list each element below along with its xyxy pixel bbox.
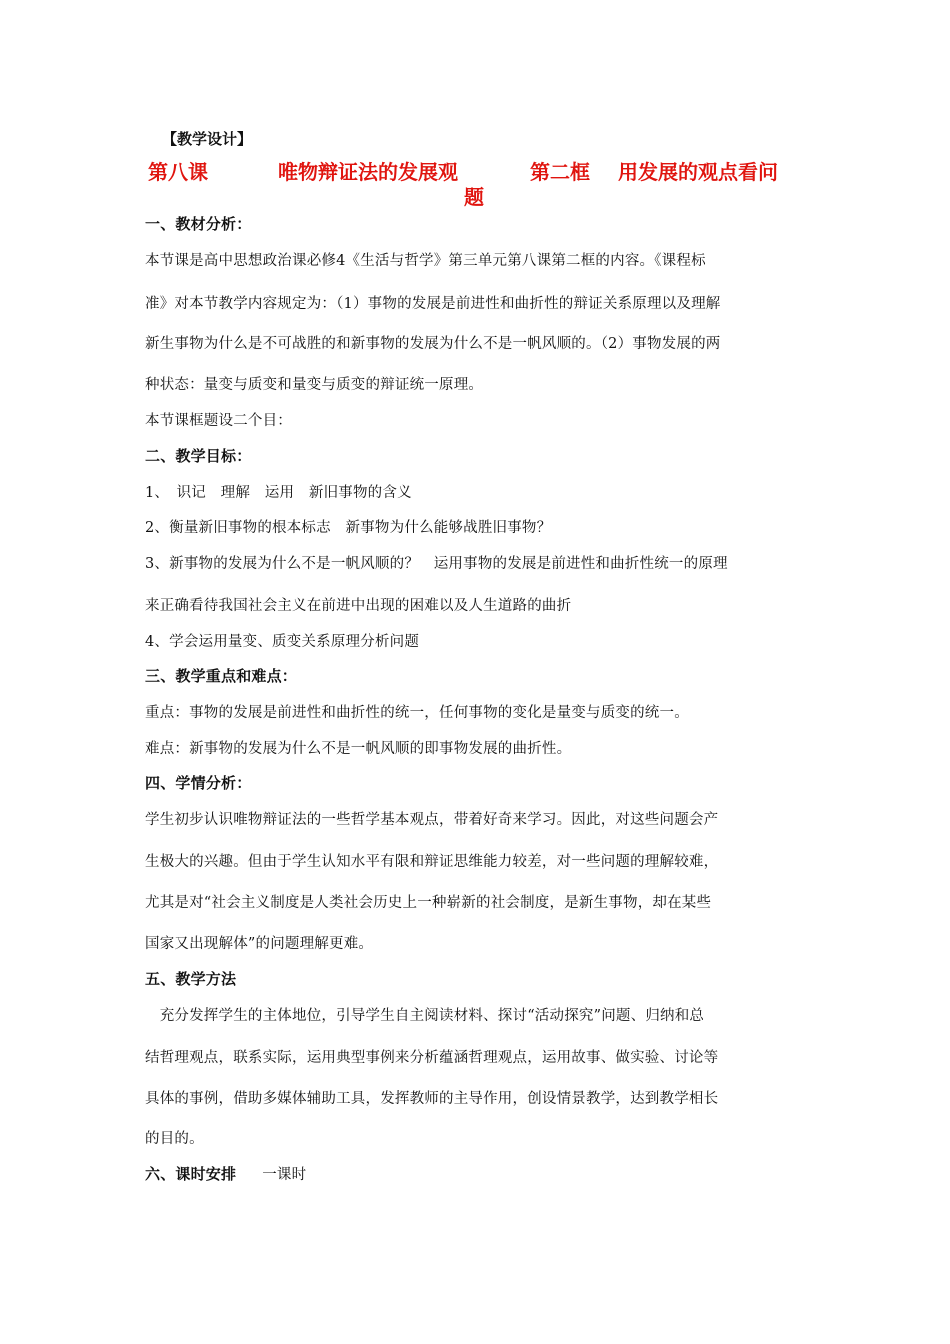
- design-label: 【教学设计】: [162, 130, 253, 148]
- goal-item: 4、学会运用量变、质变关系原理分析问题: [145, 634, 420, 650]
- paragraph-line: 学生初步认识唯物辩证法的一些哲学基本观点，带着好奇来学习。因此，对这些问题会产: [145, 812, 719, 828]
- difficult-point: 难点：新事物的发展为什么不是一帆风顺的即事物发展的曲折性。: [145, 741, 572, 757]
- title-frame: 第二框: [530, 160, 590, 184]
- paragraph-line: 具体的事例，借助多媒体辅助工具，发挥教师的主导作用，创设情景教学，达到教学相长: [145, 1091, 719, 1107]
- goal-item: 3、新事物的发展为什么不是一帆风顺的？ 运用事物的发展是前进性和曲折性统一的原理: [145, 556, 728, 572]
- title-lesson: 第八课: [148, 160, 208, 184]
- paragraph-line: 的目的。: [145, 1131, 204, 1147]
- section-heading-teaching-goals: 二、教学目标：: [145, 447, 252, 465]
- section-heading-textbook-analysis: 一、教材分析：: [145, 215, 252, 233]
- title-topic: 唯物辩证法的发展观: [278, 160, 458, 184]
- title-subject-part1: 用发展的观点看问: [618, 160, 778, 184]
- paragraph-line: 新生事物为什么是不可战胜的和新事物的发展为什么不是一帆风顺的。（2）事物发展的两: [145, 336, 721, 352]
- goal-item: 来正确看待我国社会主义在前进中出现的困难以及人生道路的曲折: [145, 598, 572, 614]
- section-heading-teaching-methods: 五、教学方法: [145, 970, 237, 988]
- paragraph-line: 本节课是高中思想政治课必修4《生活与哲学》第三单元第八课第二框的内容。《课程标: [145, 253, 706, 269]
- paragraph-line: 国家又出现解体”的问题理解更难。: [145, 936, 374, 952]
- section-heading-schedule: 六、课时安排: [145, 1165, 237, 1183]
- paragraph-line: 尤其是对“社会主义制度是人类社会历史上一种崭新的社会制度，是新生事物，却在某些: [145, 895, 712, 911]
- title-subject-part2: 题: [464, 185, 484, 209]
- paragraph-line: 结哲理观点，联系实际，运用典型事例来分析蕴涵哲理观点，运用故事、做实验、讨论等: [145, 1050, 719, 1066]
- section-heading-student-analysis: 四、学情分析：: [145, 774, 252, 792]
- schedule-value: 一课时: [262, 1167, 307, 1183]
- section-heading-key-points: 三、教学重点和难点：: [145, 667, 298, 685]
- schedule-row: [145, 1163, 306, 1184]
- paragraph-line: 生极大的兴趣。但由于学生认知水平有限和辩证思维能力较差，对一些问题的理解较难，: [145, 854, 719, 870]
- goal-item: 1、 识记 理解 运用 新旧事物的含义: [145, 485, 412, 501]
- key-point: 重点：事物的发展是前进性和曲折性的统一，任何事物的变化是量变与质变的统一。: [145, 705, 689, 721]
- goal-item: 2、衡量新旧事物的根本标志 新事物为什么能够战胜旧事物？: [145, 520, 552, 536]
- paragraph-line: 准》对本节教学内容规定为：（1）事物的发展是前进性和曲折性的辩证关系原理以及理解: [145, 296, 721, 312]
- paragraph-line: 种状态：量变与质变和量变与质变的辩证统一原理。: [145, 377, 484, 393]
- paragraph-line: 充分发挥学生的主体地位，引导学生自主阅读材料、探讨“活动探究”问题、归纳和总: [145, 1008, 705, 1024]
- paragraph-line: 本节课框题设二个目：: [145, 413, 292, 429]
